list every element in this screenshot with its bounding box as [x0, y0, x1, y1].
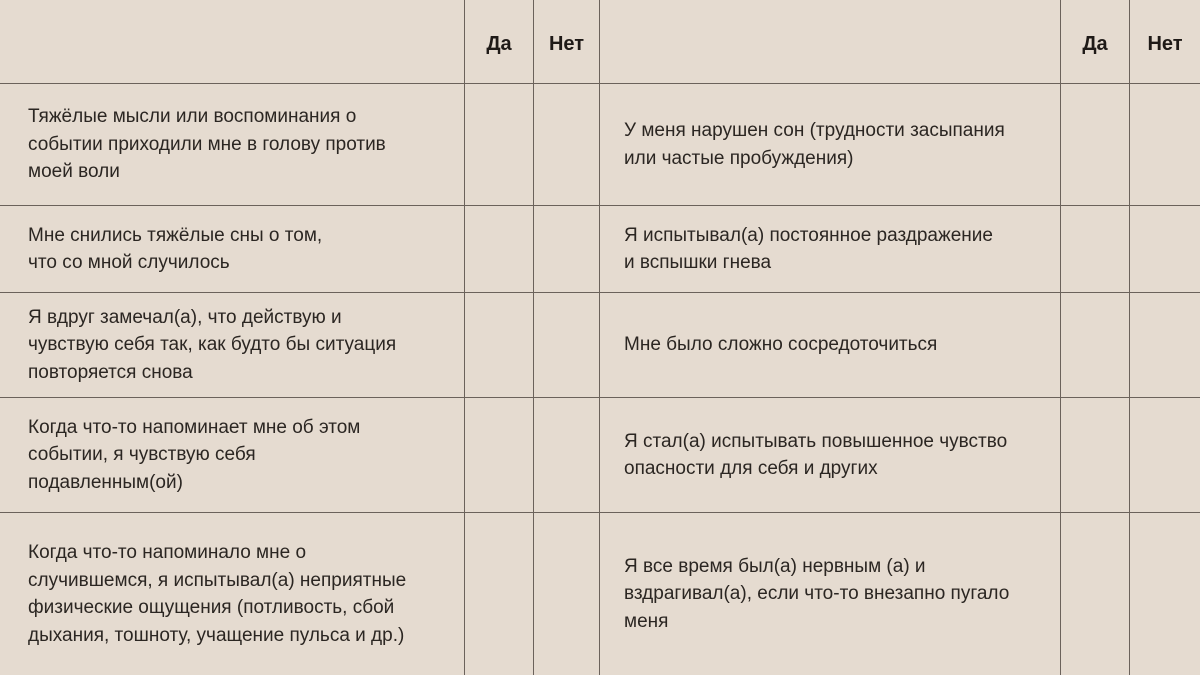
header-yes-left: Да	[465, 0, 534, 84]
header-no-left: Нет	[534, 0, 600, 84]
question-right-3: Мне было сложно сосредоточиться	[600, 293, 1061, 398]
question-left-4: Когда что-то напоминает мне об этом событии, я чувствую себя подавленным(ой)	[0, 398, 465, 513]
question-left-1: Тяжёлые мысли или воспоминания о событии приходили мне в голову против моей воли	[0, 84, 465, 206]
header-no-right: Нет	[1130, 0, 1200, 84]
answer-yes-left-4[interactable]	[465, 398, 534, 513]
header-blank-right	[600, 0, 1061, 84]
answer-no-left-5[interactable]	[534, 513, 600, 675]
answer-no-right-2[interactable]	[1130, 206, 1200, 293]
answer-no-right-4[interactable]	[1130, 398, 1200, 513]
answer-no-left-3[interactable]	[534, 293, 600, 398]
answer-no-right-5[interactable]	[1130, 513, 1200, 675]
answer-no-left-1[interactable]	[534, 84, 600, 206]
answer-yes-left-2[interactable]	[465, 206, 534, 293]
answer-yes-right-4[interactable]	[1061, 398, 1130, 513]
answer-yes-right-3[interactable]	[1061, 293, 1130, 398]
question-right-5: Я все время был(а) нервным (а) и вздрагивал(а), если что-то внезапно пугало меня	[600, 513, 1061, 675]
question-right-1: У меня нарушен сон (трудности засыпания или частые пробуждения)	[600, 84, 1061, 206]
answer-yes-left-1[interactable]	[465, 84, 534, 206]
answer-yes-left-3[interactable]	[465, 293, 534, 398]
answer-no-left-4[interactable]	[534, 398, 600, 513]
answer-yes-right-1[interactable]	[1061, 84, 1130, 206]
header-yes-right: Да	[1061, 0, 1130, 84]
answer-yes-right-2[interactable]	[1061, 206, 1130, 293]
question-right-4: Я стал(а) испытывать повышенное чувство опасности для себя и других	[600, 398, 1061, 513]
answer-no-right-3[interactable]	[1130, 293, 1200, 398]
answer-yes-right-5[interactable]	[1061, 513, 1130, 675]
answer-no-right-1[interactable]	[1130, 84, 1200, 206]
question-left-3: Я вдруг замечал(а), что действую и чувствую себя так, как будто бы ситуация повторяется снова	[0, 293, 465, 398]
question-left-2: Мне снились тяжёлые сны о том, что со мной случилось	[0, 206, 465, 293]
question-right-2: Я испытывал(а) постоянное раздражение и вспышки гнева	[600, 206, 1061, 293]
question-left-5: Когда что-то напоминало мне о случившемся, я испытывал(а) неприятные физические ощущения (потливость, сбой дыхания, тошноту, учащение пульса и др.)	[0, 513, 465, 675]
header-blank-left	[0, 0, 465, 84]
answer-yes-left-5[interactable]	[465, 513, 534, 675]
answer-no-left-2[interactable]	[534, 206, 600, 293]
